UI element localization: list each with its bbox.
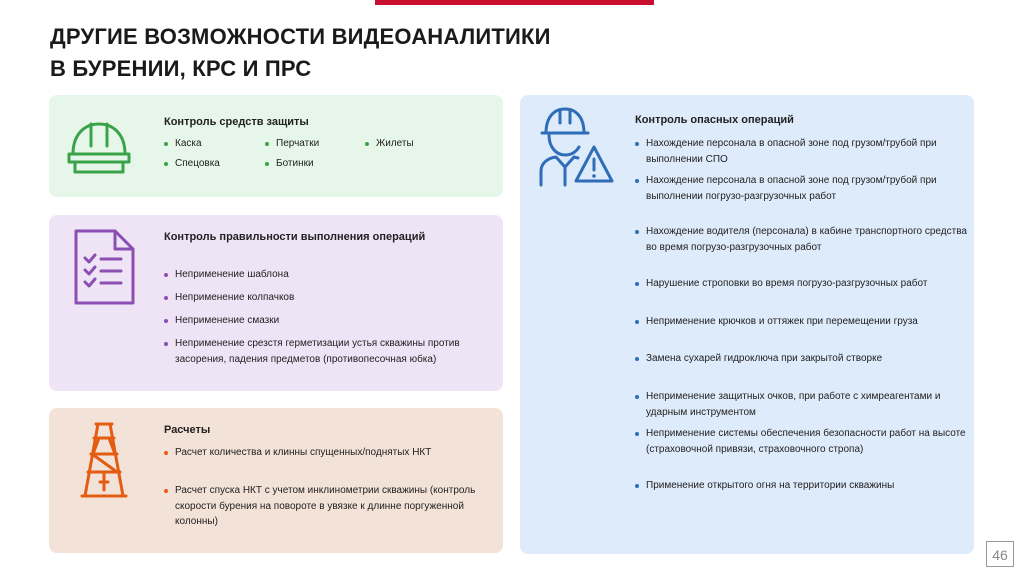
list-item: Неприменение срезстя герметизации устья скважины против засорения, падения предметов (противопесочная юбка)	[164, 336, 485, 367]
list-item: Неприменение системы обеспечения безопасности работ на высоте (страховочной привязи, страховочного стропа)	[635, 426, 976, 457]
title-line-2: В БУРЕНИИ, КРС И ПРС	[50, 56, 312, 81]
list-item: Нарушение строповки во время погрузо-разгрузочных работ	[635, 276, 976, 292]
list-item: Нахождение персонала в опасной зоне под грузом/трубой при выполнении СПО	[635, 136, 976, 167]
list-item: Расчет количества и клинны спущенных/поднятых НКТ	[164, 445, 495, 461]
protection-card	[49, 95, 503, 197]
list-item: Каска	[164, 136, 265, 152]
list-item: Нахождение водителя (персонала) в кабине транспортного средства во время погрузо-разгрузочных работ	[635, 224, 976, 255]
calculations-card	[49, 408, 503, 553]
operations-card	[49, 215, 503, 391]
list-item: Расчет спуска НКТ с учетом инклинометрии скважины (контроль скорости бурения на повороте в увязке к длинне поргуженной колонны)	[164, 483, 485, 530]
operations-title: Контроль правильности выполнения операций	[164, 231, 426, 243]
list-item: Неприменение защитных очков, при работе с химреагентами и ударным инструментом	[635, 389, 976, 420]
drilling-rig-icon	[79, 420, 129, 500]
list-item: Замена сухарей гидроключа при закрытой створке	[635, 351, 976, 367]
list-item: Применение открытого огня на территории скважины	[635, 478, 976, 494]
hazard-card	[520, 95, 974, 554]
list-item: Нахождение персонала в опасной зоне под грузом/трубой при выполнении погрузо-разгрузочных работ	[635, 173, 976, 204]
protection-title: Контроль средств защиты	[164, 116, 309, 128]
checklist-icon	[73, 228, 137, 306]
list-item: Неприменение крючков и оттяжек при перемещении груза	[635, 314, 976, 330]
top-bar	[0, 0, 1024, 9]
hard-hat-icon	[67, 116, 131, 176]
list-item: Спецовка	[164, 156, 265, 172]
page-title	[50, 21, 551, 85]
list-item: Неприменение смазки	[164, 313, 495, 329]
title-line-1: ДРУГИЕ ВОЗМОЖНОСТИ ВИДЕОАНАЛИТИКИ	[50, 24, 551, 49]
hazard-title: Контроль опасных операций	[635, 114, 794, 126]
list-item: Ботинки	[265, 156, 366, 172]
list-item: Неприменение шаблона	[164, 267, 495, 283]
worker-warning-icon	[538, 105, 614, 187]
list-item: Неприменение колпачков	[164, 290, 495, 306]
top-accent-bar	[375, 0, 654, 5]
list-item: Перчатки	[265, 136, 366, 152]
list-item: Жилеты	[365, 136, 466, 152]
page-number: 46	[986, 541, 1014, 567]
calculations-title: Расчеты	[164, 424, 211, 436]
